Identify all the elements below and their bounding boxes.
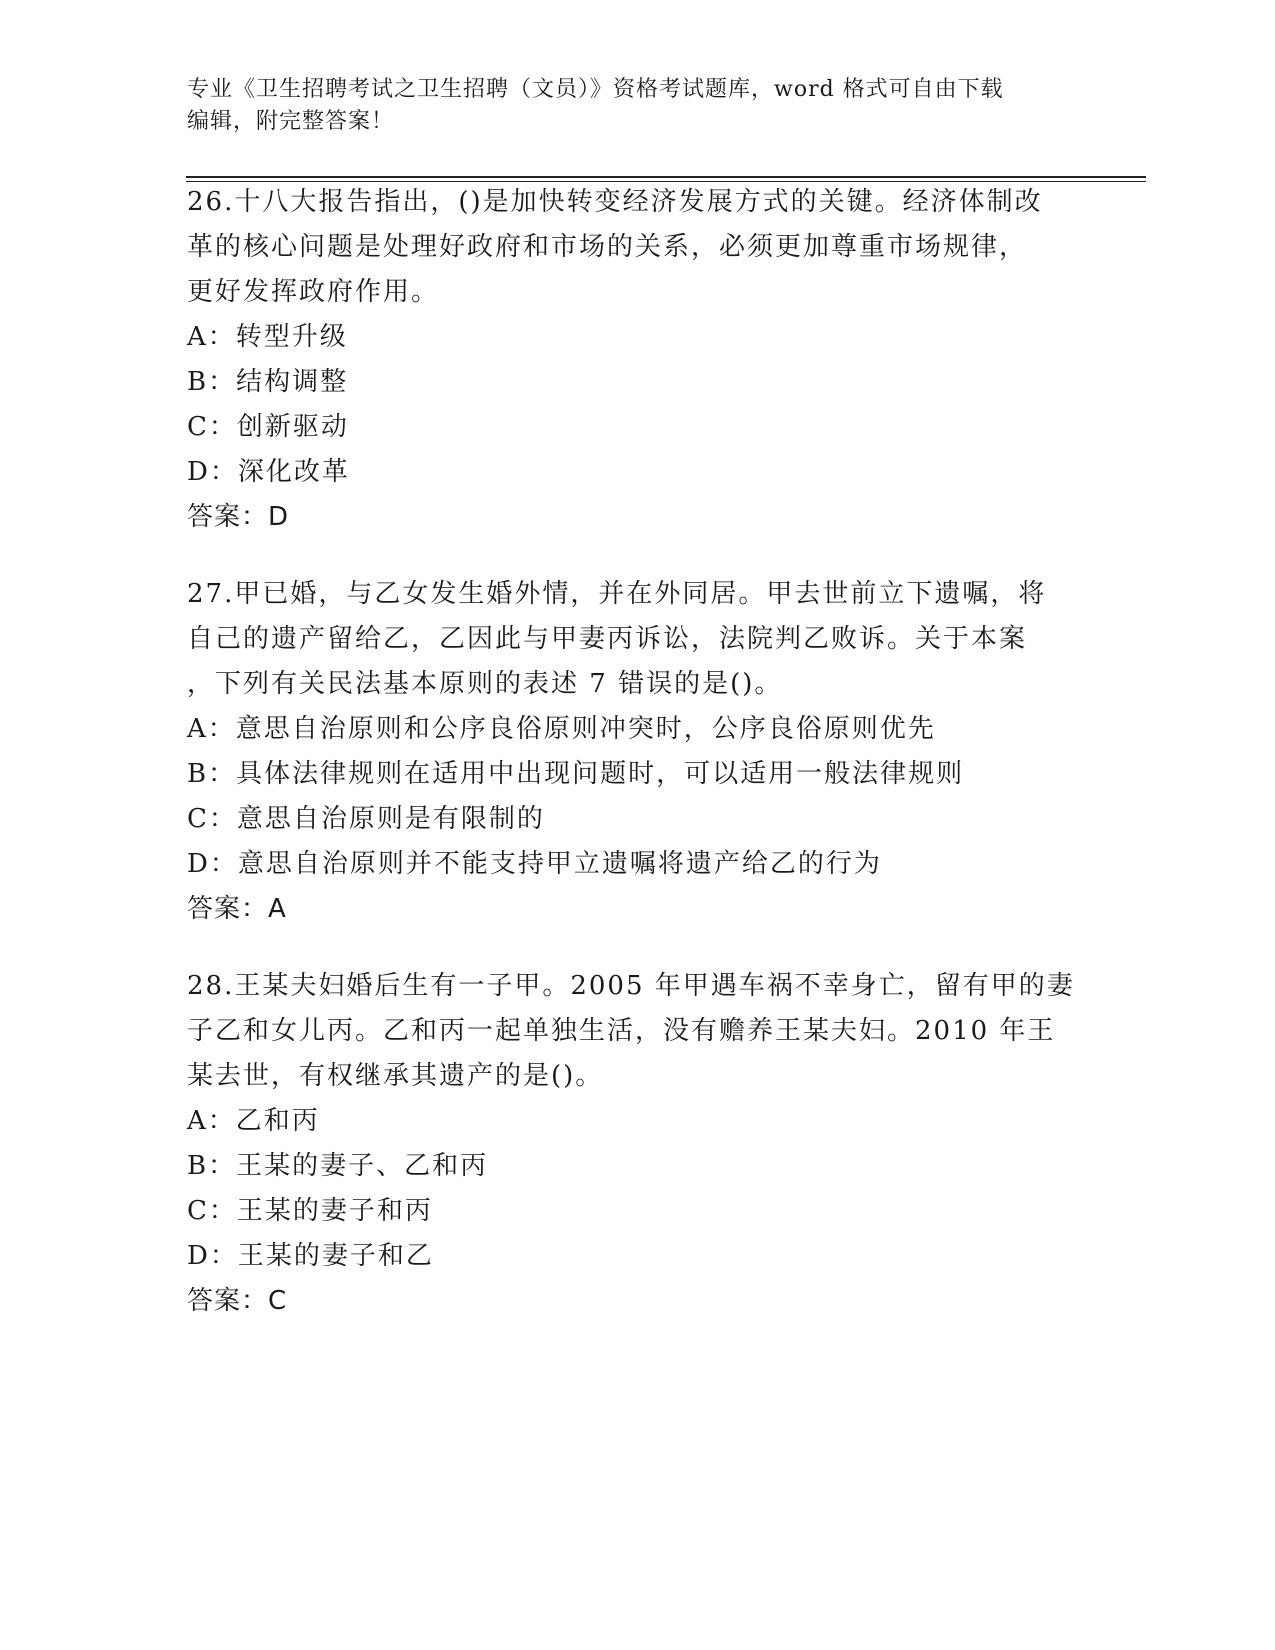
question-stem-line: 某去世，有权继承其遗产的是()。 [187,1061,604,1091]
question-28 [187,964,1087,1324]
document-header [187,74,1067,138]
option-text: 深化改革 [237,457,350,487]
option-key: B： [187,759,237,789]
option-a [187,707,1087,752]
option-c [187,797,1087,842]
question-stem-line: 更好发挥政府作用。 [187,277,440,307]
option-d [187,450,1087,495]
option-text: 王某的妻子和丙 [236,1196,433,1226]
header-divider-thick [186,176,1146,178]
option-key: D： [187,1241,238,1271]
option-text: 具体法律规则在适用中出现问题时，可以适用一般法律规则 [236,759,965,789]
option-b [187,752,1087,797]
answer-line: 答案：C [187,1286,288,1316]
header-line-1: 专业《卫生招聘考试之卫生招聘（文员）》资格考试题库，word 格式可自由下载 [187,77,1004,102]
option-key: B： [187,367,237,397]
question-27 [187,572,1087,932]
question-stem-line: 27.甲已婚，与乙女发生婚外情，并在外同居。甲去世前立下遗嘱，将 [187,579,1047,609]
question-stem-line: 革的核心问题是处理好政府和市场的关系，必须更加尊重市场规律， [187,232,1028,262]
option-c [187,405,1087,450]
answer-line: 答案：A [187,894,287,924]
option-key: A： [187,714,236,744]
option-text: 转型升级 [235,322,348,352]
option-key: D： [187,457,238,487]
option-b [187,360,1087,405]
option-key: B： [187,1151,237,1181]
option-key: C： [187,804,237,834]
option-a [187,1099,1087,1144]
header-line-2: 编辑，附完整答案！ [187,109,395,134]
option-d [187,1234,1087,1279]
option-key: D： [187,849,238,879]
option-text: 乙和丙 [235,1106,320,1136]
question-stem-line: 子乙和女儿丙。乙和丙一起单独生活，没有赡养王某夫妇。2010 年王 [187,1016,1056,1046]
option-text: 意思自治原则并不能支持甲立遗嘱将遗产给乙的行为 [237,849,882,879]
question-stem-line: 28.王某夫妇婚后生有一子甲。2005 年甲遇车祸不幸身亡，留有甲的妻 [187,971,1075,1001]
option-key: C： [187,1196,237,1226]
option-text: 意思自治原则是有限制的 [236,804,545,834]
option-text: 王某的妻子和乙 [237,1241,434,1271]
option-text: 意思自治原则和公序良俗原则冲突时，公序良俗原则优先 [235,714,936,744]
option-d [187,842,1087,887]
option-key: A： [187,1106,236,1136]
option-key: A： [187,322,236,352]
option-b [187,1144,1087,1189]
question-stem-line: 自己的遗产留给乙，乙因此与甲妻丙诉讼，法院判乙败诉。关于本案 [187,624,1028,654]
option-c [187,1189,1087,1234]
option-text: 王某的妻子、乙和丙 [236,1151,489,1181]
option-text: 创新驱动 [236,412,349,442]
option-key: C： [187,412,237,442]
question-stem-line: ，下列有关民法基本原则的表述 7 错误的是()。 [187,669,783,699]
option-a [187,315,1087,360]
question-stem-line: 26.十八大报告指出，()是加快转变经济发展方式的关键。经济体制改 [187,187,1043,217]
answer-line: 答案：D [187,502,290,532]
option-text: 结构调整 [236,367,349,397]
question-26 [187,180,1087,540]
